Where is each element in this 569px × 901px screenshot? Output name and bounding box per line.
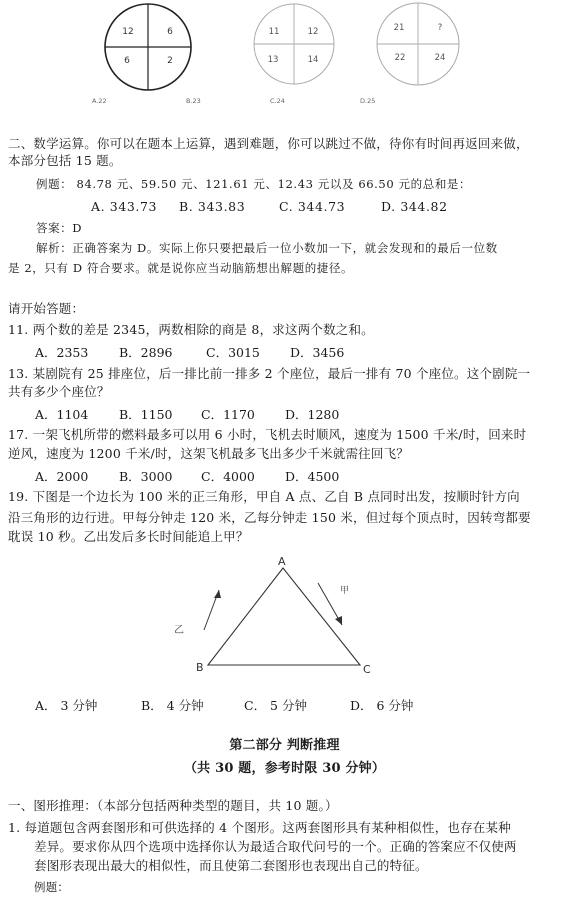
- question-19-line2: 沿三角形的边行进。甲每分钟走 120 米，乙每分钟走 150 米，但过每个顶点时，因转弯都要: [8, 510, 531, 525]
- circle3-cell-1: 21: [393, 23, 405, 33]
- walker-jia-label: 甲: [340, 586, 350, 596]
- circle3-cell-4: 24: [434, 53, 446, 63]
- q11-option-a: A．2353: [35, 345, 89, 360]
- circle-option-d: D.25: [360, 97, 376, 105]
- q13-option-d: D．1280: [285, 407, 340, 422]
- q19-option-c: C． 5 分钟: [244, 698, 307, 713]
- q19-option-b: B． 4 分钟: [141, 698, 204, 713]
- circle1-cell-1: 12: [122, 27, 134, 37]
- circle-figure-3: [377, 3, 459, 85]
- q11-option-d: D．3456: [290, 345, 345, 360]
- section2-analysis-line1: 解析：正确答案为 D。实际上你只要把最后一位小数加一下，就会发现和的最后一位数: [36, 241, 498, 255]
- vertex-c-label: C: [363, 663, 371, 676]
- circle2-cell-3: 13: [267, 55, 279, 65]
- example-option-b: B. 343.83: [179, 199, 246, 214]
- question-19-line3: 耽误 10 秒。乙出发后多长时间能追上甲？: [8, 529, 249, 544]
- circle1-cell-3: 6: [124, 56, 130, 66]
- figure-reasoning-heading: 一、图形推理：（本部分包括两种类型的题目，共 10 题。）: [8, 798, 338, 813]
- part2-title: 第二部分 判断推理: [229, 738, 340, 753]
- q19-option-d: D． 6 分钟: [350, 698, 414, 713]
- vertex-a-label: A: [278, 555, 286, 568]
- figure-reasoning-example-label: 例题：: [34, 880, 70, 894]
- q17-option-d: D．4500: [285, 469, 340, 484]
- question-13-line2: 共有多少个座位？: [8, 384, 110, 399]
- figure-reasoning-item1-line1: 1. 每道题包含两套图形和可供选择的 4 个图形。这两套图形具有某种相似性，也存在某种: [8, 820, 511, 835]
- q17-option-a: A．2000: [35, 469, 89, 484]
- circle-option-b: B.23: [186, 97, 201, 105]
- circle-figure-1: [105, 4, 191, 90]
- circle2-cell-1: 11: [268, 27, 280, 37]
- example-option-a: A. 343.73: [91, 199, 158, 214]
- circle3-cell-2: ?: [437, 23, 443, 33]
- section2-intro-line2: 本部分包括 15 题。: [8, 153, 122, 168]
- example-option-c: C. 344.73: [279, 199, 346, 214]
- circle-figure-2: [254, 4, 334, 84]
- q11-option-c: C．3015: [206, 345, 260, 360]
- circle1-cell-4: 2: [167, 56, 173, 66]
- q17-option-b: B．3000: [119, 469, 173, 484]
- circle-option-a: A.22: [92, 97, 107, 105]
- vertex-b-label: B: [196, 661, 204, 674]
- q11-option-b: B．2896: [119, 345, 173, 360]
- circle2-cell-2: 12: [307, 27, 319, 37]
- section2-example: 例题： 84.78 元、59.50 元、121.61 元、12.43 元以及 66.50 元的总和是：: [36, 177, 472, 191]
- circle-figures: [0, 0, 569, 110]
- question-17-line2: 逆风，速度为 1200 千米/时，这架飞机最多飞出多少千米就需往回飞？: [8, 446, 409, 461]
- section2-intro-line1: 二、数学运算。你可以在题本上运算，遇到难题，你可以跳过不做，待你有时间再返回来做，: [8, 136, 529, 151]
- section2-answer: 答案：D: [36, 221, 83, 235]
- circle1-cell-2: 6: [167, 27, 173, 37]
- walker-yi-label: 乙: [174, 625, 184, 636]
- figure-reasoning-item1-line2: 差异。要求你从四个选项中选择你认为最适合取代问号的一个。正确的答案应不仅使两: [34, 839, 517, 854]
- part2-subtitle: （共 30 题，参考时限 30 分钟）: [183, 761, 386, 776]
- q13-option-b: B．1150: [119, 407, 173, 422]
- question-19-line1: 19. 下图是一个边长为 100 米的正三角形，甲自 A 点、乙自 B 点同时出发，按顺时针方向: [8, 489, 520, 504]
- jia-arrow: [318, 583, 342, 625]
- circle2-cell-4: 14: [307, 55, 319, 65]
- figure-reasoning-item1-line3: 套图形表现出最大的相似性，而且使第二套图形也表现出自己的特征。: [34, 858, 428, 873]
- circle3-cell-3: 22: [394, 53, 406, 63]
- circle-option-c: C.24: [270, 97, 285, 105]
- yi-arrow: [204, 590, 221, 630]
- q19-option-a: A． 3 分钟: [35, 698, 98, 713]
- example-option-d: D. 344.82: [381, 199, 448, 214]
- question-13-line1: 13. 某剧院有 25 排座位，后一排比前一排多 2 个座位，最后一排有 70 个座位。这个剧院一: [8, 366, 531, 381]
- q17-option-c: C．4000: [201, 469, 255, 484]
- start-label: 请开始答题：: [8, 301, 85, 316]
- triangle-figure: [0, 555, 569, 685]
- question-11: 11. 两个数的差是 2345，两数相除的商是 8，求这两个数之和。: [8, 322, 374, 337]
- q13-option-c: C．1170: [201, 407, 255, 422]
- section2-analysis-line2: 是 2，只有 D 符合要求。就是说你应当动脑筋想出解题的捷径。: [8, 261, 354, 275]
- question-17-line1: 17. 一架飞机所带的燃料最多可以用 6 小时，飞机去时顺风，速度为 1500 千米/时，回来时: [8, 427, 527, 442]
- q13-option-a: A．1104: [35, 407, 89, 422]
